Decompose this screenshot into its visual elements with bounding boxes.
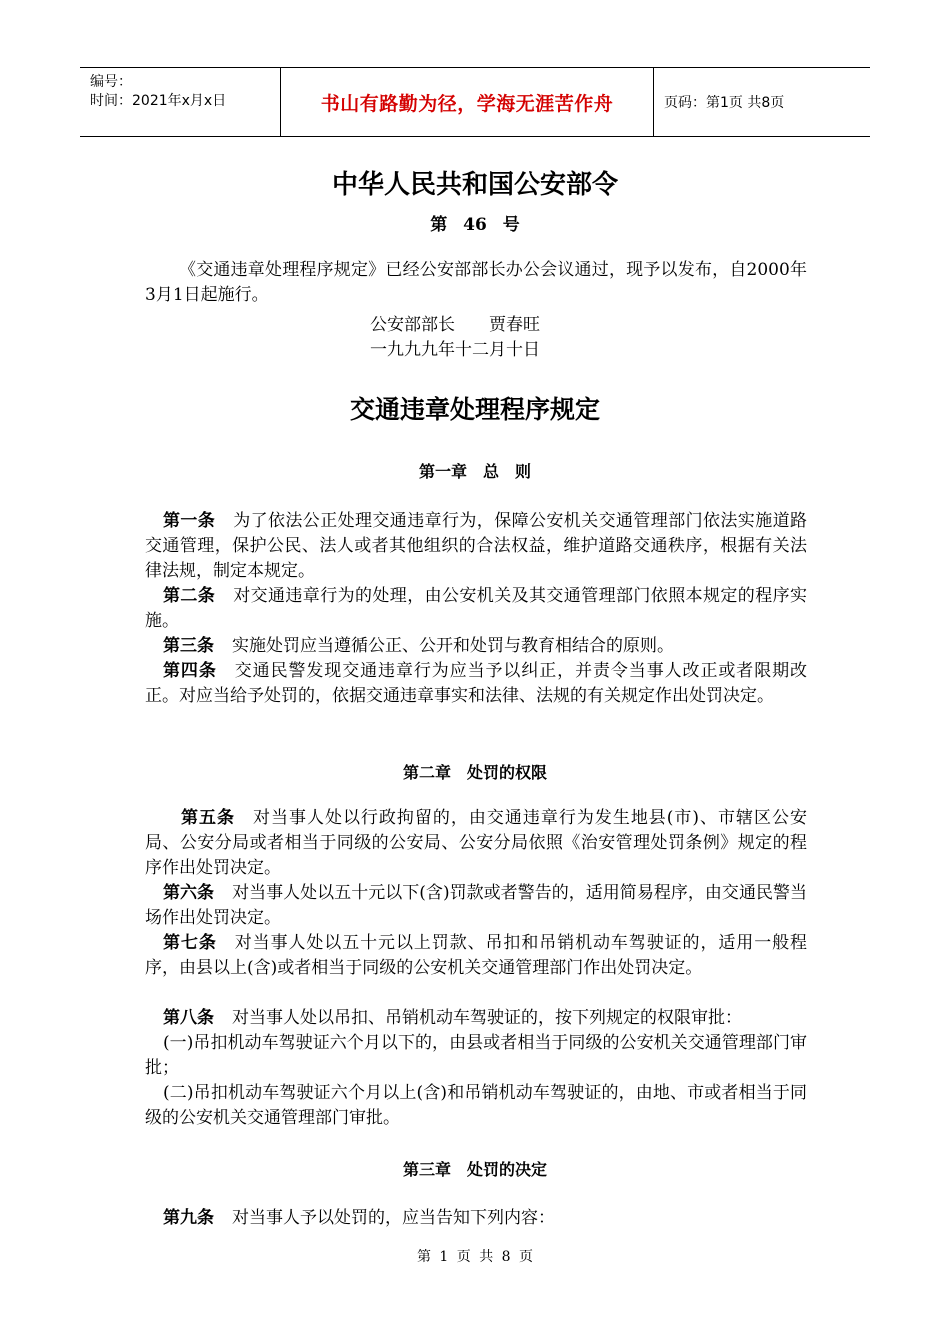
article-label: 第二条 bbox=[163, 586, 216, 606]
article-text: 对当事人处以五十元以下(含)罚款或者警告的，适用简易程序，由交通民警当场作出处罚决定。 bbox=[145, 883, 808, 928]
article-text: 实施处罚应当遵循公正、公开和处罚与教育相结合的原则。 bbox=[232, 636, 674, 656]
number-label: 编号： bbox=[90, 74, 132, 90]
article-6 bbox=[145, 881, 807, 931]
article-9 bbox=[145, 1206, 807, 1231]
page-footer: 第 1 页 共 8 页 bbox=[416, 1249, 534, 1265]
order-signer: 公安部部长 贾春旺 bbox=[370, 315, 540, 335]
chapter-heading: 第三章 处罚的决定 bbox=[402, 1160, 547, 1179]
order-number: 第 46 号 bbox=[430, 215, 520, 235]
article-label: 第三条 bbox=[163, 636, 214, 656]
order-date: 一九九九年十二月十日 bbox=[370, 340, 540, 360]
date-label: 时间：2021年x月x日 bbox=[90, 93, 227, 109]
article-label: 第四条 bbox=[163, 661, 217, 681]
article-5 bbox=[145, 806, 807, 881]
motto: 书山有路勤为径，学海无涯苦作舟 bbox=[280, 68, 654, 136]
article-8-item-1: (一)吊扣机动车驾驶证六个月以下的，由县或者相当于同级的公安机关交通管理部门审批； bbox=[145, 1033, 807, 1078]
article-label: 第九条 bbox=[163, 1208, 214, 1228]
chapter-heading: 第一章 总 则 bbox=[418, 462, 531, 481]
article-7 bbox=[145, 931, 807, 981]
article-text: 对当事人处以行政拘留的，由交通违章行为发生地县(市)、市辖区公安局、公安分局或者相当于同级的公安局、公安分局依照《治安管理处罚条例》规定的程序作出处罚决定。 bbox=[145, 808, 808, 878]
article-8-item-2: (二)吊扣机动车驾驶证六个月以上(含)和吊销机动车驾驶证的，由地、市或者相当于同级的公安机关交通管理部门审批。 bbox=[145, 1083, 807, 1128]
article-text: 为了依法公正处理交通违章行为，保障公安机关交通管理部门依法实施道路交通管理，保护公民、法人或者其他组织的合法权益，维护道路交通秩序，根据有关法律法规，制定本规定。 bbox=[145, 511, 808, 581]
article-label: 第五条 bbox=[181, 808, 235, 828]
article-text: 对当事人予以处罚的，应当告知下列内容： bbox=[232, 1208, 555, 1228]
order-title: 中华人民共和国公安部令 bbox=[331, 170, 618, 200]
article-2 bbox=[145, 584, 807, 634]
article-label: 第六条 bbox=[163, 883, 215, 903]
article-text: 对当事人处以吊扣、吊销机动车驾驶证的，按下列规定的权限审批： bbox=[232, 1008, 742, 1028]
article-text: 对当事人处以五十元以上罚款、吊扣和吊销机动车驾驶证的，适用一般程序，由县以上(含)或者相当于同级的公安机关交通管理部门作出处罚决定。 bbox=[145, 933, 808, 978]
chapter-heading: 第二章 处罚的权限 bbox=[402, 763, 547, 782]
article-text: 对交通违章行为的处理，由公安机关及其交通管理部门依照本规定的程序实施。 bbox=[145, 586, 808, 631]
article-3 bbox=[145, 634, 807, 659]
article-label: 第七条 bbox=[163, 933, 217, 953]
header-meta bbox=[80, 68, 280, 136]
page-info: 页码：第1页 共8页 bbox=[664, 95, 785, 111]
article-4 bbox=[145, 659, 807, 709]
article-text: 交通民警发现交通违章行为应当予以纠正，并责令当事人改正或者限期改正。对应当给予处罚的，依据交通违章事实和法律、法规的有关规定作出处罚决定。 bbox=[145, 661, 808, 706]
article-label: 第一条 bbox=[163, 511, 216, 531]
document-title: 交通违章处理程序规定 bbox=[349, 395, 600, 424]
article-label: 第八条 bbox=[163, 1008, 214, 1028]
order-intro: 《交通违章处理程序规定》已经公安部部长办公会议通过，现予以发布，自2000年3月1日起施行。 bbox=[145, 260, 807, 305]
document-header bbox=[80, 67, 870, 137]
article-8 bbox=[145, 1006, 807, 1031]
article-1 bbox=[145, 509, 807, 584]
